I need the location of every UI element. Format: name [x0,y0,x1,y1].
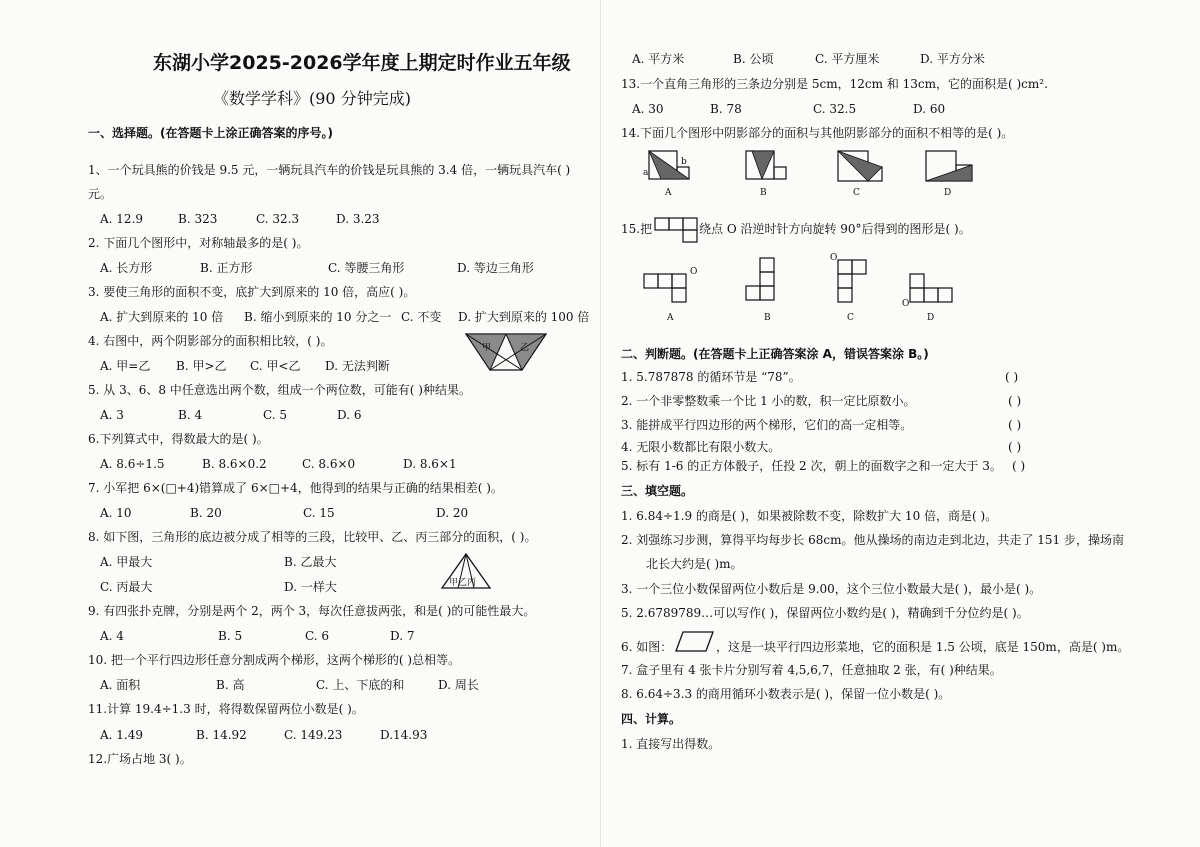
q3-option-a: A. 扩大到原来的 10 倍 [100,310,224,324]
q14-a-mark-b: b [681,157,687,167]
q4-option-a: A. 甲=乙 [100,359,151,373]
q4-label-yi: 乙 [520,343,530,353]
question-1: 1、一个玩具熊的价钱是 9.5 元，一辆玩具汽车的价钱是玩具熊的 3.4 倍，一辆玩具汽车( ) [88,163,571,177]
q10-option-c: C. 上、下底的和 [316,678,405,692]
q2-option-c: C. 等腰三角形 [328,261,405,275]
q15-option-b-shape [740,254,790,324]
fill-1: 1. 6.84÷1.9 的商是( )，如果被除数不变，除数扩大 10 倍，商是( )。 [621,509,998,523]
calc-1: 1. 直接写出得数。 [621,737,721,751]
q13-option-d: D. 60 [913,102,946,116]
question-1-cont: 元。 [88,187,113,201]
q15-source-shape [654,216,698,246]
q8-option-c: C. 丙最大 [100,580,153,594]
question-14: 14.下面几个图形中阴影部分的面积与其他阴影部分的面积不相等的是( )。 [621,126,1014,140]
q4-option-b: B. 甲>乙 [176,359,227,373]
q11-option-d: D.14.93 [380,728,428,742]
q5-option-a: A. 3 [100,408,124,422]
q7-option-d: D. 20 [436,506,469,520]
question-15: 绕点 O 沿逆时针方向旋转 90°后得到的图形是( )。 [699,222,971,236]
q4-option-d: D. 无法判断 [325,359,390,373]
q5-option-d: D. 6 [337,408,362,422]
question-9: 9. 有四张扑克牌，分别是两个 2，两个 3，每次任意拔两张，和是( )的可能性最大。 [88,604,536,618]
q8-labels: 甲乙丙 [449,578,477,588]
fill-8: 8. 6.64÷3.3 的商用循环小数表示是( )，保留一位小数是( )。 [621,687,951,701]
q12-option-c: C. 平方厘米 [815,52,880,66]
q7-option-a: A. 10 [100,506,132,520]
q13-option-c: C. 32.5 [813,102,857,116]
q13-option-b: B. 78 [710,102,742,116]
q14-figure-a [643,149,689,197]
q15-option-a-shape [640,262,704,324]
exam-title: 东湖小学2025-2026学年度上期定时作业五年级 [153,52,571,74]
q1-option-b: B. 323 [178,212,218,226]
q2-option-b: B. 正方形 [200,261,253,275]
q8-option-d: D. 一样大 [284,580,337,594]
q15-option-c-shape [830,252,876,324]
q9-option-c: C. 6 [305,629,330,643]
question-2: 2. 下面几个图形中，对称轴最多的是( )。 [88,236,309,250]
judge-4-paren: ( ) [1008,440,1022,454]
q12-option-d: D. 平方分米 [920,52,985,66]
question-8: 8. 如下图，三角形的底边被分成了相等的三段，比较甲、乙、丙三部分的面积，( )。 [88,530,537,544]
q8-option-b: B. 乙最大 [284,555,337,569]
q2-option-a: A. 长方形 [100,261,153,275]
fill-2-cont: 北长大约是( )m。 [646,557,743,571]
q15-label-d: D [927,313,935,323]
q6-option-d: D. 8.6×1 [403,457,457,471]
q9-option-b: B. 5 [218,629,243,643]
q7-option-b: B. 20 [190,506,222,520]
fill-6: ，这是一块平行四边形菜地，它的面积是 1.5 公顷，底是 150m，高是( )m。 [716,640,1130,654]
q15-option-d-shape [902,262,964,324]
q10-option-b: B. 高 [216,678,245,692]
fill-2: 2. 刘强练习步测，算得平均每步长 68cm。他从操场的南边走到北边，共走了 151 步，操场南 [621,533,1124,547]
question-6: 6.下列算式中，得数最大的是( )。 [88,432,269,446]
q14-figure-d [922,149,976,197]
section-choice-heading: 一、选择题。(在答题卡上涂正确答案的序号。) [88,126,333,140]
q15-c-point-o: O [830,253,838,263]
q15-a-point-o: O [690,267,698,277]
question-4: 4. 右图中，两个阴影部分的面积相比较，( )。 [88,334,333,348]
q13-option-a: A. 30 [632,102,664,116]
question-5: 5. 从 3、6、8 中任意选出两个数，组成一个两位数，可能有( )种结果。 [88,383,471,397]
fill-3: 3. 一个三位小数保留两位小数后是 9.00，这个三位小数最大是( )，最小是( )。 [621,582,1042,596]
fill-5: 5. 2.6789789…可以写作( )，保留两位小数约是( )，精确到千分位约是( )。 [621,606,1029,620]
question-11: 11.计算 19.4÷1.3 时，将得数保留两位小数是( )。 [88,702,364,716]
section-judge-heading: 二、判断题。(在答题卡上正确答案涂 A，错误答案涂 B。) [621,347,929,361]
q11-option-c: C. 149.23 [284,728,343,742]
q14-label-a: A [665,188,672,198]
fill-6-prefix: 6. 如图： [621,640,673,654]
q8-triangle-figure [440,552,492,594]
q14-label-c: C [853,188,860,198]
q3-option-c: C. 不变 [401,310,442,324]
q12-option-b: B. 公顷 [733,52,774,66]
q14-label-d: D [944,188,952,198]
judge-2-paren: ( ) [1008,394,1022,408]
fill-6-parallelogram [675,630,715,654]
q10-option-a: A. 面积 [100,678,141,692]
q9-option-d: D. 7 [390,629,415,643]
question-7: 7. 小军把 6×(□+4)错算成了 6×□+4，他得到的结果与正确的结果相差( )。 [88,481,503,495]
q15-d-point-o: O [902,299,910,309]
q5-option-b: B. 4 [178,408,203,422]
q5-option-c: C. 5 [263,408,288,422]
judge-4: 4. 无限小数都比有限小数大。 [621,440,781,454]
q14-a-mark-a: a [643,168,649,178]
q1-option-c: C. 32.3 [256,212,300,226]
question-3: 3. 要使三角形的面积不变，底扩大到原来的 10 倍，高应( )。 [88,285,416,299]
q11-option-a: A. 1.49 [100,728,144,742]
q1-option-d: D. 3.23 [336,212,380,226]
fill-7: 7. 盒子里有 4 张卡片分别写着 4,5,6,7，任意抽取 2 张，有( )种结果。 [621,663,1002,677]
q3-option-b: B. 缩小到原来的 10 分之一 [244,310,392,324]
page-fold [600,0,601,847]
judge-3: 3. 能拼成平行四边形的两个梯形，它们的高一定相等。 [621,418,913,432]
q11-option-b: B. 14.92 [196,728,247,742]
q12-option-a: A. 平方米 [632,52,685,66]
q14-figure-c [834,149,886,197]
q4-shaded-figure [464,330,548,374]
judge-2: 2. 一个非零整数乘一个比 1 小的数，积一定比原数小。 [621,394,916,408]
q15-label-c: C [847,313,854,323]
question-10: 10. 把一个平行四边形任意分割成两个梯形，这两个梯形的( )总相等。 [88,653,461,667]
q9-option-a: A. 4 [100,629,124,643]
q6-option-c: C. 8.6×0 [302,457,356,471]
question-13: 13.一个直角三角形的三条边分别是 5cm，12cm 和 13cm，它的面积是( )cm². [621,77,1048,91]
q4-label-jia: 甲 [482,343,492,353]
judge-1: 1. 5.787878 的循环节是 “78”。 [621,370,801,384]
judge-3-paren: ( ) [1008,418,1022,432]
q14-label-b: B [760,188,767,198]
q15-label-a: A [667,313,674,323]
q6-option-a: A. 8.6÷1.5 [100,457,165,471]
judge-5-paren: ( ) [1012,459,1026,473]
q2-option-d: D. 等边三角形 [457,261,534,275]
exam-subtitle: 《数学学科》(90 分钟完成) [213,89,411,108]
q10-option-d: D. 周长 [438,678,479,692]
section-fill-heading: 三、填空题。 [621,484,694,498]
question-12: 12.广场占地 3( )。 [88,752,192,766]
q4-option-c: C. 甲<乙 [250,359,301,373]
judge-1-paren: ( ) [1005,370,1019,384]
q3-option-d: D. 扩大到原来的 100 倍 [458,310,590,324]
q8-option-a: A. 甲最大 [100,555,153,569]
question-15-prefix: 15.把 [621,222,653,236]
judge-5: 5. 标有 1-6 的正方体骰子，任投 2 次，朝上的面数字之和一定大于 3。 [621,459,1002,473]
q1-option-a: A. 12.9 [100,212,144,226]
q14-figure-b [742,149,788,197]
q6-option-b: B. 8.6×0.2 [202,457,267,471]
q15-label-b: B [764,313,771,323]
q7-option-c: C. 15 [303,506,335,520]
section-calc-heading: 四、计算。 [621,712,682,726]
